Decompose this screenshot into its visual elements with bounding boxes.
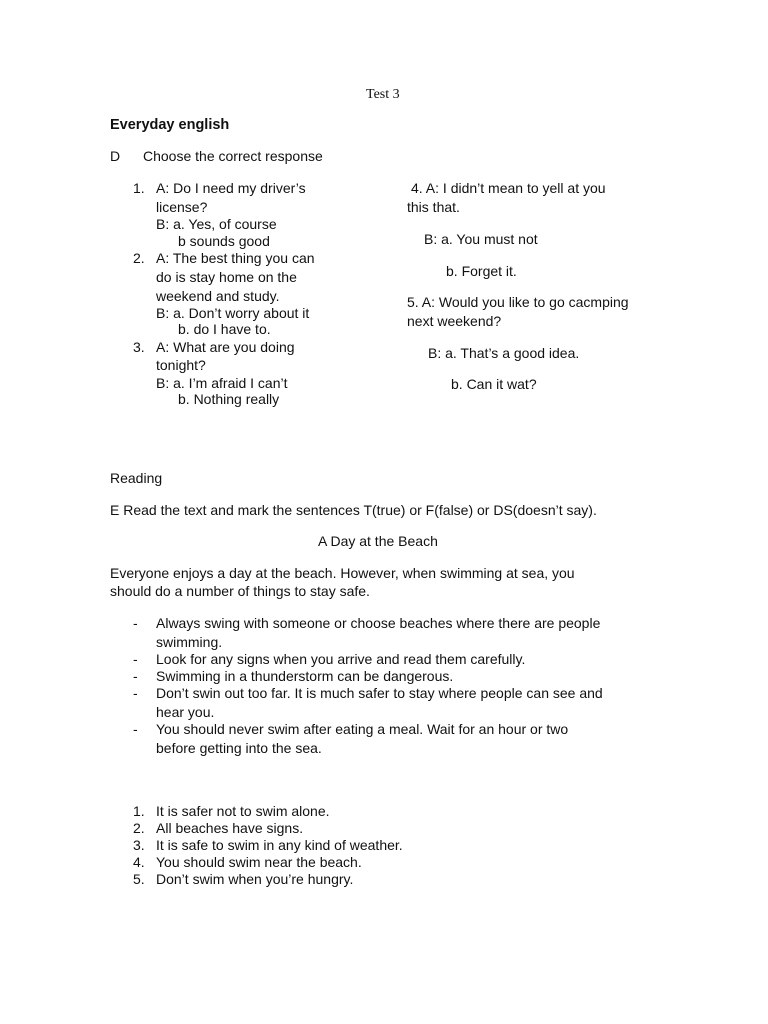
q4-line2: this that. [407,199,460,215]
statement-text: Don’t swim when you’re hungry. [156,871,354,887]
statement-text: It is safe to swim in any kind of weather. [156,837,403,853]
tip-5-line2: before getting into the sea. [156,740,322,756]
q2-line3: weekend and study. [156,288,280,304]
q3-line2: tonight? [156,357,206,373]
tip-4-line1: Don’t swin out too far. It is much safer to stay where people can see and [156,685,603,701]
q1-option-a: B: a. Yes, of course [156,216,277,232]
q1-number: 1. [133,180,145,196]
q3-line1: A: What are you doing [156,339,295,355]
q5-line1: 5. A: Would you like to go cacmping [407,294,629,310]
statement-number: 1. [133,803,145,819]
q2-number: 2. [133,250,145,266]
q1-line1: A: Do I need my driver’s [156,180,306,196]
tip-2: Look for any signs when you arrive and read them carefully. [156,651,526,667]
tip-4-line2: hear you. [156,704,215,720]
q2-option-b: b. do I have to. [178,321,271,337]
q4-option-b: b. Forget it. [446,263,517,279]
section-e-instruction: E Read the text and mark the sentences T(true) or F(false) or DS(doesn’t say). [110,502,597,518]
q5-option-b: b. Can it wat? [451,376,537,392]
q5-line2: next weekend? [407,313,502,329]
statement-number: 4. [133,854,145,870]
tip-5-line1: You should never swim after eating a meal. Wait for an hour or two [156,721,569,737]
section-heading-reading: Reading [110,470,163,486]
q5-option-a: B: a. That’s a good idea. [428,345,580,361]
q3-option-a: B: a. I’m afraid I can’t [156,375,288,391]
page-title: Test 3 [366,87,400,102]
bullet-dash: - [133,651,138,667]
q4-line1: 4. A: I didn’t mean to yell at you [411,180,606,196]
q4-option-a: B: a. You must not [424,231,538,247]
statement-text: It is safer not to swim alone. [156,803,330,819]
section-letter-d: D [110,148,121,164]
story-intro-line2: should do a number of things to stay safe. [110,583,370,599]
statement-text: All beaches have signs. [156,820,304,836]
q1-line2: license? [156,199,208,215]
story-title: A Day at the Beach [318,533,438,549]
bullet-dash: - [133,685,138,701]
q2-option-a: B: a. Don’t worry about it [156,305,310,321]
story-intro-line1: Everyone enjoys a day at the beach. However, when swimming at sea, you [110,565,575,581]
section-d-instruction: Choose the correct response [143,148,323,164]
section-heading-everyday-english: Everyday english [110,117,230,133]
bullet-dash: - [133,668,138,684]
q2-line1: A: The best thing you can [156,250,315,266]
statement-number: 5. [133,871,145,887]
statement-number: 2. [133,820,145,836]
bullet-dash: - [133,615,138,631]
statement-text: You should swim near the beach. [156,854,362,870]
q1-option-b: b sounds good [178,233,270,249]
tip-1-line1: Always swing with someone or choose beaches where there are people [156,615,601,631]
tip-3: Swimming in a thunderstorm can be dangerous. [156,668,454,684]
q2-line2: do is stay home on the [156,269,297,285]
statement-number: 3. [133,837,145,853]
q3-number: 3. [133,339,145,355]
tip-1-line2: swimming. [156,634,223,650]
bullet-dash: - [133,721,138,737]
q3-option-b: b. Nothing really [178,391,280,407]
